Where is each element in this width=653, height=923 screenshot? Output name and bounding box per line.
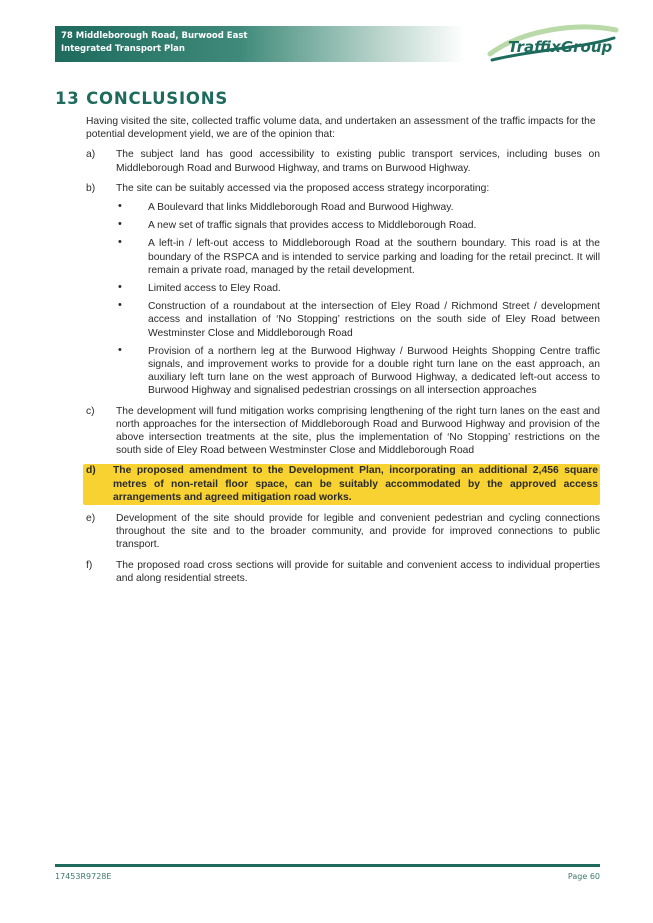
footer-divider	[55, 864, 600, 867]
header-line-1: 78 Middleborough Road, Burwood East	[61, 31, 248, 41]
list-item	[116, 345, 600, 398]
bullet-icon: •	[118, 343, 122, 356]
page-number: Page 60	[567, 872, 600, 881]
bullet-icon: •	[118, 200, 122, 213]
item-label: b)	[86, 182, 96, 194]
section-heading: 13 CONCLUSIONS	[55, 89, 229, 108]
list-item-text: A new set of traffic signals that provides access to Middleborough Road.	[148, 220, 477, 232]
item-text: The proposed amendment to the Development Plan, incorporating an additional 2,456 square metres of non-retail floor space, can be suitably accommodated by the approved access arrangements and agreed mitigation road works.	[113, 465, 598, 503]
bullet-icon: •	[118, 218, 122, 231]
bullet-icon: •	[118, 281, 122, 294]
header-title	[61, 30, 247, 56]
item-label: d)	[86, 465, 96, 477]
list-item-text: Limited access to Eley Road.	[148, 283, 281, 295]
list-item	[116, 201, 600, 214]
highlight-block	[83, 464, 600, 505]
access-strategy-list	[116, 201, 600, 398]
item-label: f)	[86, 559, 93, 571]
item-label: c)	[86, 405, 95, 417]
item-text: The site can be suitably accessed via the proposed access strategy incorporating:	[116, 182, 490, 194]
list-item	[116, 237, 600, 277]
document-reference: 17453R9728E	[55, 872, 112, 881]
intro-paragraph: Having visited the site, collected traffic volume data, and undertaken an assessment of the traffic impacts for the potential development yield, we are of the opinion that:	[86, 116, 596, 141]
bullet-icon: •	[118, 236, 122, 249]
list-item-text: Construction of a roundabout at the intersection of Eley Road / Richmond Street / development access and installation of ‘No Stopping’ restrictions on the south side of Eley Road between Westminster Close and Middleborough Road	[148, 301, 600, 339]
traffix-group-logo	[482, 20, 622, 66]
conclusion-item-a	[86, 148, 600, 174]
list-item	[116, 219, 600, 232]
list-item	[116, 300, 600, 340]
list-item-text: Provision of a northern leg at the Burwood Highway / Burwood Heights Shopping Centre traffic signals, and improvement works to provide for a double right turn lane on the east approach, an auxiliary left turn lane on the west approach of Burwood Highway, a dedicated left-out access to Burwood Highway and signalised pedestrian crossings on all intersection approaches	[148, 345, 600, 397]
item-text: Development of the site should provide for legible and convenient pedestrian and cycling connections throughout the site and to the broader community, and provide for improved connections to public transport.	[116, 513, 600, 551]
conclusion-item-c	[86, 405, 600, 458]
item-text: The development will fund mitigation works comprising lengthening of the right turn lanes on the east and north approaches for the intersection of Middleborough Road and Burwood Highway and provision of the above intersection treatments at the site, plus the implementation of ‘No Stopping’ restrictions on the south side of Eley Road between Westminster Close and Middleborough Road	[116, 405, 600, 457]
conclusions-body	[86, 115, 600, 592]
list-item-text: A Boulevard that links Middleborough Road and Burwood Highway.	[148, 202, 454, 214]
logo-text: TraffixGroup	[508, 38, 613, 56]
header-line-2: Integrated Transport Plan	[61, 44, 185, 54]
conclusion-item-b	[86, 182, 600, 398]
list-item	[116, 282, 600, 295]
item-text: The proposed road cross sections will provide for suitable and convenient access to individual properties and along residential streets.	[116, 559, 600, 584]
list-item-text: A left-in / left-out access to Middleborough Road at the southern boundary. This road is at the boundary of the RSPCA and is intended to service parking and loading for the retail precinct. It will remain a private road, managed by the retail development.	[148, 238, 600, 276]
item-label: e)	[86, 513, 96, 525]
conclusion-item-f	[86, 559, 600, 585]
conclusion-item-e	[86, 512, 600, 552]
conclusion-item-d-highlighted	[86, 464, 600, 505]
bullet-icon: •	[118, 299, 122, 312]
item-text: The subject land has good accessibility to existing public transport services, including buses on Middleborough Road and Burwood Highway, and trams on Burwood Highway.	[116, 149, 600, 174]
item-label: a)	[86, 149, 96, 161]
